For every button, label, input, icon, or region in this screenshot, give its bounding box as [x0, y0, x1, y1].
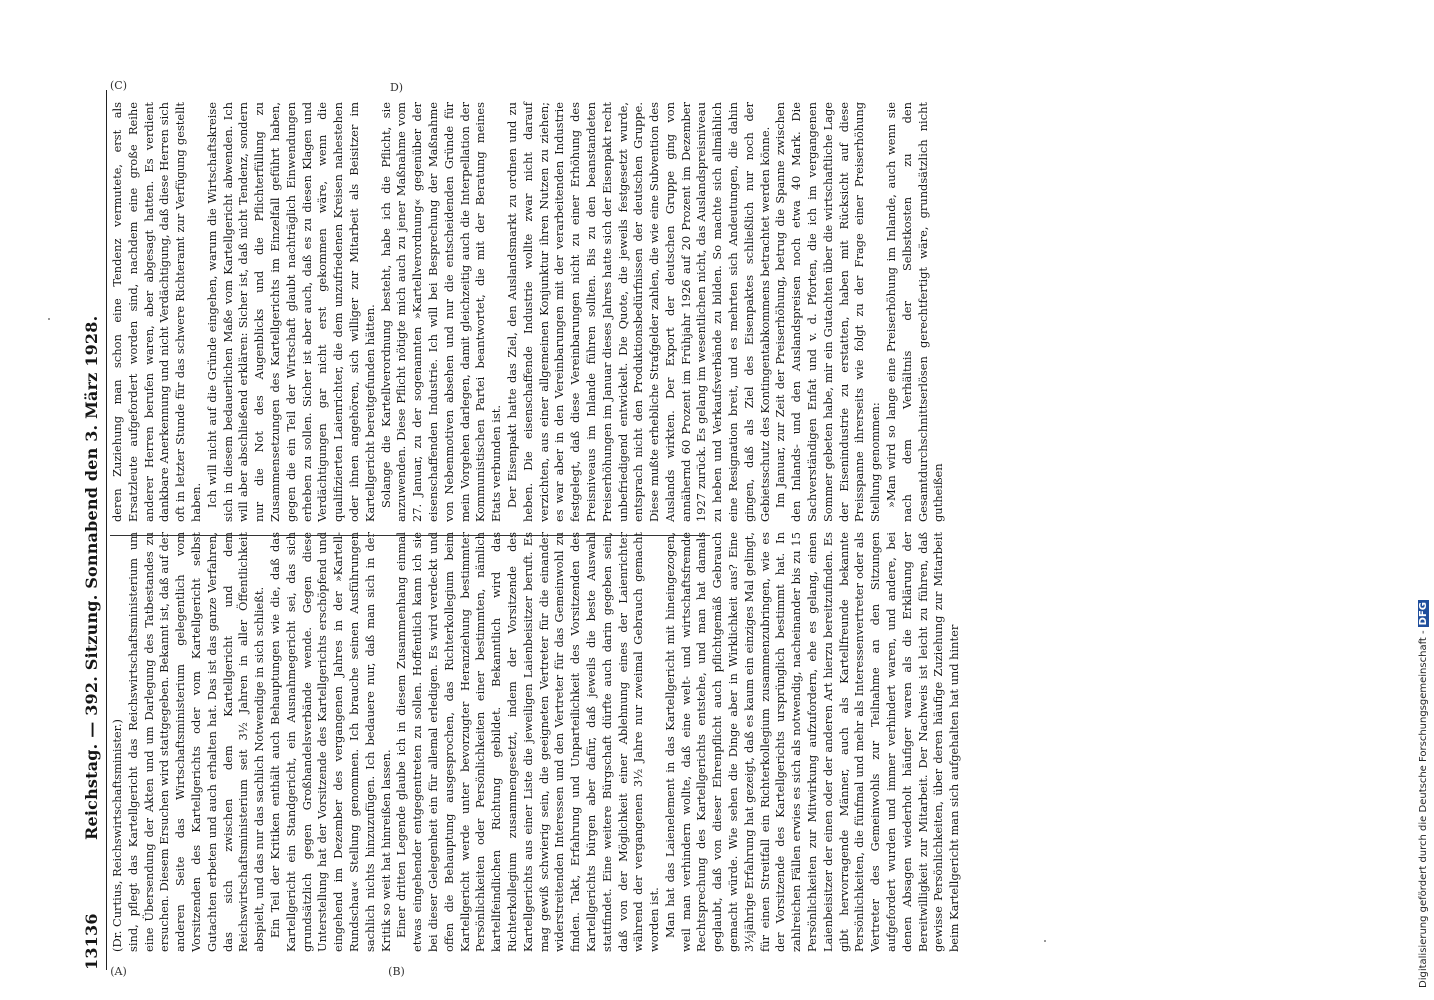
margin-marker-a: (A) [110, 965, 127, 979]
rotated-page-content [80, 79, 962, 979]
paragraph: Im Januar, zur Zeit der Preiserhöhung, betrug die Spanne zwischen den Inlands- und den Auslandspreisen noch etwa 40 Mark. Die Sachverständigen Enfat und v. d. Pforten, die ich im vergangenen Sommer gebeten habe, mir ein Gutachten über die wirtschaftliche Lage der Eisenindustrie zu erstatten, haben mit Rücksicht auf diese Preisspanne ihrerseits wie folgt zu der Frage einer Preiserhöhung Stellung genommen: [773, 102, 883, 522]
speaker-attribution [110, 532, 126, 952]
header-rule [106, 90, 107, 970]
paragraph: deren Zuziehung man schon eine Tendenz vermutete, erst als Ersatzleute aufgefordert worden sind, nachdem eine große Reihe anderer Herren berufen waren, aber abgesagt hatten. Es verdient dankbare Anerkennung und nicht Verdächtigung, daß diese Herren sich oft in letzter Stunde für das schwere Richteramt zur Verfügung gestellt haben. [110, 102, 203, 522]
margin-marker-b: (B) [388, 965, 405, 979]
left-column [110, 532, 962, 952]
column-divider [110, 535, 710, 536]
header-title: Reichstag. — 392. Sitzung. Sonnabend den 3. März 1928. [82, 315, 101, 840]
scan-speck [48, 318, 50, 320]
margin-marker-c: (C) [110, 79, 127, 92]
right-column [110, 102, 946, 522]
digitization-note [1418, 8, 1429, 988]
paragraph: Ich will nicht auf die Gründe eingehen, warum die Wirtschaftskreise sich in diesem bedauerlichen Maße vom Kartellgericht abwenden. Ich will aber abschließend erklären: Sicher ist, daß nicht Tendenz, sondern nur die Not des Augenblicks und die Pflichterfüllung zu Zusammensetzungen des Kartellgerichts im Einzelfall geführt haben, gegen die ein Teil der Wirtschaft glaubt nachträglich Einwendungen erheben zu sollen. Sicher ist aber auch, daß es zu diesen Klagen und Verdächtigungen gar nicht erst gekommen wäre, wenn die qualifizierten Laienrichter, die dem unzufriedenen Kreisen nahestehen oder ihnen angehören, sich williger zur Mitarbeit als Beisitzer im Kartellgericht bereitgefunden hätten. [204, 102, 377, 522]
paragraph: Einer dritten Legende glaube ich in diesem Zusammenhang einmal etwas eingehender entgegentreten zu sollen. Hoffentlich kann ich sie bei dieser Gelegenheit ein für allemal erledigen. Es wird verdeckt und offen die Behauptung ausgesprochen, das Richterkollegium beim Kartellgericht werde unter bevorzugter Heranziehung bestimmter Persönlichkeiten oder Persönlichkeiten einer bestimmten, nämlich kartellfeindlichen Richtung gebildet. Bekanntlich wird das Richterkollegium zusammengesetzt, indem der Vorsitzende des Kartellgerichts aus einer Liste die jeweiligen Laienbeisitzer beruft. Es mag gewiß schwierig sein, die geeigneten Vertreter für die einander widerstreitenden Interessen und den Vertreter für das Gemeinwohl zu finden. Takt, Erfahrung und Unparteilichkeit des Vorsitzenden des Kartellgerichts bürgen aber dafür, daß jeweils die beste Auswahl stattfindet. Eine weitere Bürgschaft dürfte auch darin gegeben sein, daß von der Möglichkeit einer Ablehnung eines der Laienrichter während der vergangenen 3½ Jahre nur zweimal Gebrauch gemacht worden ist. [394, 532, 662, 952]
margin-marker-d: D) [389, 80, 404, 94]
page-number: 13136 [82, 913, 101, 970]
paragraph: Solange die Kartellverordnung besteht, habe ich die Pflicht, sie anzuwenden. Diese Pflicht nötigte mich auch zu jener Maßnahme vom 27. Januar, zu der sogenannten »Kartellverordnung« gegenüber der eisenschaffenden Industrie. Ich will bei Besprechung der Maßnahme von Nebenmotiven absehen und nur die entscheidenden Gründe für mein Vorgehen darlegen, damit gleichzeitig auch die Interpellation der Kommunistischen Partei beantwortet, die mit der Beratung meines Etats verbunden ist. [378, 102, 504, 522]
speaker-label: (Dr. Curtius, Reichswirtschaftsminister.) [110, 719, 124, 952]
paragraph: »Man wird so lange eine Preiserhöhung im Inlande, auch wenn sie nach dem Verhältnis der Selbstkosten zu den Gesamtdurchschnittserlösen gerechtfertigt wäre, grundsätzlich nicht gutheißen [884, 102, 946, 522]
paragraph: Man hat das Laienelement in das Kartellgericht mit hineingezogen, weil man verhindern wollte, daß eine welt- und wirtschaftsfremde Rechtsprechung des Kartellgerichts entstehe, und man hat damals geglaubt, daß von dieser Ehrenpflicht auch pflichtgemäß Gebrauch gemacht würde. Wie sehen die Dinge aber in Wirklichkeit aus? Eine 3½jährige Erfahrung hat gezeigt, daß es kaum ein einziges Mal gelingt, für einen Streitfall ein Richterkollegium zusammenzubringen, wie es der Vorsitzende des Kartellgerichts ursprünglich bestimmt hat. In zahlreichen Fällen erwies es sich als notwendig, nacheinander bis zu 15 Persönlichkeiten zur Mitwirkung aufzufordern, ehe es gelang, einen Laienbeisitzer der einen oder der anderen Art hierzu bereitzufinden. Es gibt hervorragende Männer, auch als Kartellfreunde bekannte Persönlichkeiten, die fünfmal und mehr als Interessenvertreter oder als Vertreter des Gemeinwohls zur Teilnahme an den Sitzungen aufgefordert wurden und immer verhindert waren, und andere, bei denen Absagen wiederholt häufiger waren als die Erklärung der Bereitwilligkeit zur Mitarbeit. Der Nachweis ist leicht zu führen, daß gewisse Persönlichkeiten, über deren häufige Zuziehung zur Mitarbeit beim Kartellgericht man sich aufgehalten hat und hinter [662, 532, 962, 952]
digitization-note-text: Digitalisierung gefördert durch die Deutsche Forschungsgemeinschaft - [1418, 630, 1429, 988]
paragraph: Der Eisenpakt hatte das Ziel, den Auslandsmarkt zu ordnen und zu heben. Die eisenschaffende Industrie wollte zwar nicht darauf verzichten, aus einer allgemeinen Konjunktur ihren Nutzen zu ziehen; es war aber in den Vereinbarungen mit der verarbeitenden Industrie festgelegt, daß diese Vereinbarungen nicht zu einer Erhöhung des Preisniveaus im Inlande führen sollten. Bis zu den beanstandeten Preiserhöhungen im Januar dieses Jahres hatte sich der Eisenpakt recht unbefriedigend entwickelt. Die Quote, die jeweils festgesetzt wurde, entsprach nicht den Produktionsbedürfnissen der deutschen Gruppe. Diese mußte erhebliche Strafgelder zahlen, die wie eine Subvention des Auslands wirkten. Der Export der deutschen Gruppe ging von annähernd 60 Prozent im Frühjahr 1926 auf 20 Prozent im Dezember 1927 zurück. Es gelang im wesentlichen nicht, das Auslandspreisniveau zu heben und Verkaufsverbände zu bilden. So machte sich allmählich eine Resignation breit, und es mehrten sich Andeutungen, die dahin gingen, daß als Ziel des Eisenpaktes schließlich nur noch der Gebietsschutz des Kontingentabkommens betrachtet werden könne. [504, 102, 772, 522]
paragraph: sind, pflegt das Kartellgericht das Reichswirtschaftsministerium um eine Übersendung der Akten und um Darlegung des Tatbestandes zu ersuchen. Diesem Ersuchen wird stattgegeben. Bekannt ist, daß auf der anderen Seite das Wirtschaftsministerium gelegentlich vom Vorsitzenden des Kartellgerichts oder vom Kartellgericht selbst Gutachten erbeten und auch erhalten hat. Das ist das ganze Verfahren, das sich zwischen dem Kartellgericht und dem Reichswirtschaftsministerium seit 3½ Jahren in aller Öffentlichkeit abspielt, und das nur das sachlich Notwendige in sich schließt. [125, 532, 267, 952]
scan-speck [1044, 940, 1046, 942]
paragraph: Ein Teil der Kritiken enthält auch Behauptungen wie die, daß das Kartellgericht ein Standgericht, ein Ausnahmegericht sei, das sich grundsätzlich gegen Großhandelsverbände wende. Gegen diese Unterstellung hat der Vorsitzende des Kartellgerichts erschöpfend und eingehend im Dezember des vergangenen Jahres in der »Kartell-Rundschau« Stellung genommen. Ich brauche seinen Ausführungen sachlich nichts hinzuzufügen. Ich bedauere nur, daß man sich in der Kritik so weit hat hinreißen lassen. [267, 532, 393, 952]
running-header [80, 90, 106, 970]
dfg-logo: DFG [1418, 602, 1429, 626]
